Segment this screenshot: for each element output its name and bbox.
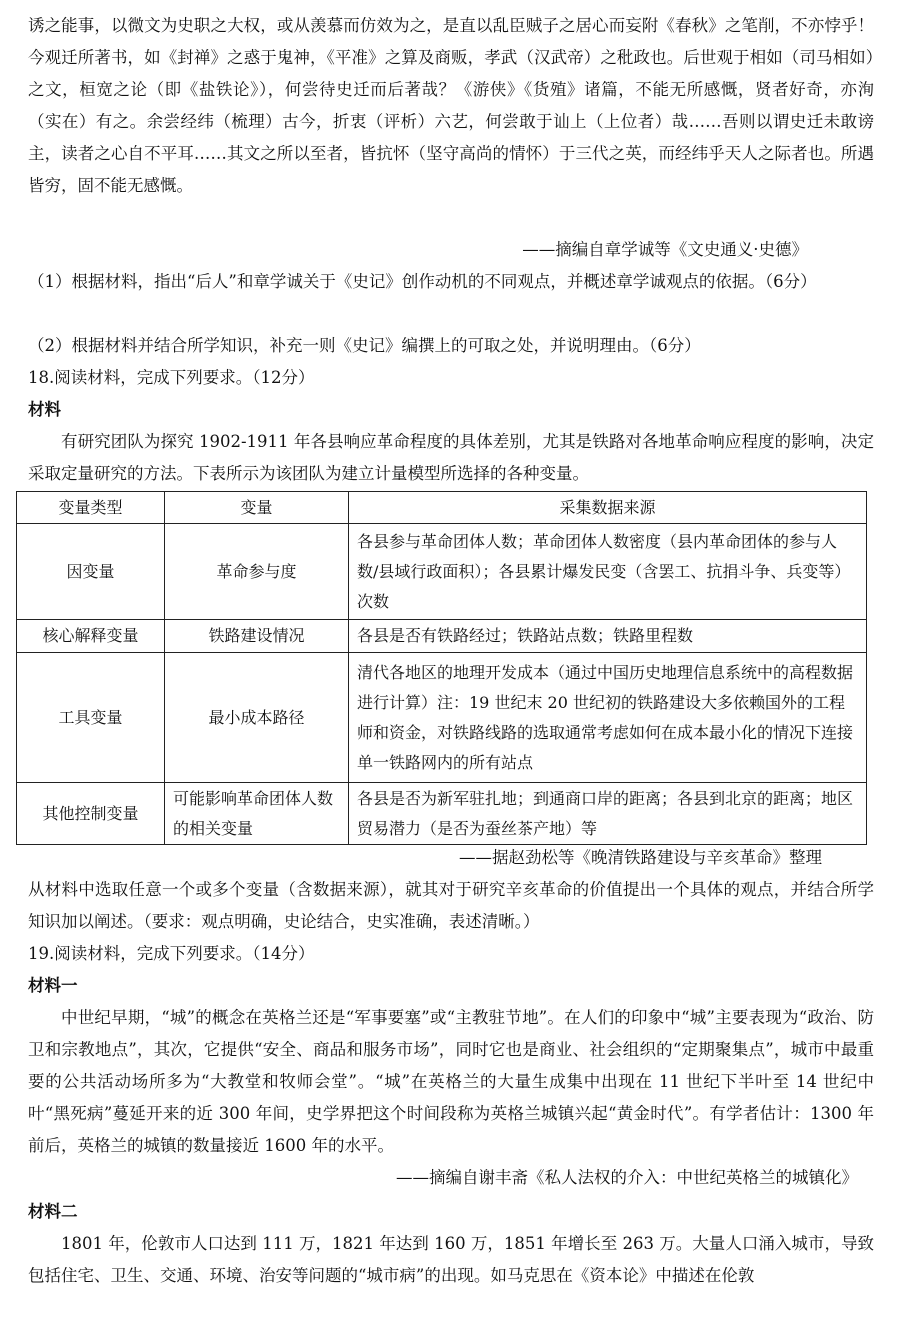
table-row: [17, 524, 867, 620]
variable-type-cell: 工具变量: [17, 653, 165, 783]
q19-material2: 1801 年，伦敦市人口达到 111 万，1821 年达到 160 万，1851 年增长至 263 万。大量人口涌入城市，导致包括住宅、卫生、交通、环境、治安等问题的“城市病”的出现。如马克思在《资本论》中描述在伦敦: [28, 1234, 874, 1285]
citation-source: ——据赵劲松等《晚清铁路建设与辛亥革命》整理: [459, 848, 822, 867]
material-paragraph-shiji: 诱之能事，以微文为史职之大权，或从羡慕而仿效为之，是直以乱臣贼子之居心而妄附《春秋》之笔削，不亦悖乎！今观迁所著书，如《封禅》之惑于鬼神，《平准》之算及商贩，孝武（汉武帝）之秕政也。后世观于相如（司马相如）之文，桓宽之论（即《盐铁论》），何尝待史迁而后著哉？《游侠》《货殖》诸篇，不能无所感慨，贤者好奇，亦洵（实在）有之。余尝经纬（梳理）古今，折衷（评析）六艺，何尝敢于讪上（上位者）哉……吾则以谓史迁未敢谤主，读者之心自不平耳……其文之所以至者，皆抗怀（坚守高尚的情怀）于三代之英，而经纬乎天人之际者也。所遇皆穷，固不能无感慨。: [28, 16, 874, 195]
table-row: [17, 620, 867, 653]
table-header-cell: 变量类型: [17, 492, 165, 524]
data-source-cell: 各县参与革命团体人数；革命团体人数密度（县内革命团体的参与人数/县域行政面积）；各县累计爆发民变（含罢工、抗捐斗争、兵变等）次数: [349, 524, 867, 620]
variable-cell: 可能影响革命团体人数的相关变量: [165, 783, 349, 845]
variable-cell: 铁路建设情况: [165, 620, 349, 653]
data-source-cell: 清代各地区的地理开发成本（通过中国历史地理信息系统中的高程数据进行计算）注：19 世纪末 20 世纪初的铁路建设大多依赖国外的工程师和资金，对铁路线路的选取通常考虑如何在成本最小化的情况下连接单一铁路网内的所有站点: [349, 653, 867, 783]
q19-material1-source-line: [28, 1162, 874, 1194]
q18-source-line: [28, 842, 874, 874]
variable-cell: 最小成本路径: [165, 653, 349, 783]
q18-heading: 18.阅读材料，完成下列要求。（12分）: [28, 368, 315, 387]
q18-material-label: 材料: [28, 400, 61, 419]
variable-cell: 革命参与度: [165, 524, 349, 620]
q19-heading: 19.阅读材料，完成下列要求。（14分）: [28, 944, 315, 963]
citation-source: ——摘编自谢丰斋《私人法权的介入：中世纪英格兰的城镇化》: [396, 1168, 858, 1187]
q18-intro: 有研究团队为探究 1902-1911 年各县响应革命程度的具体差别，尤其是铁路对各地革命响应程度的影响，决定采取定量研究的方法。下表所示为该团队为建立计量模型所选择的各种变量。: [28, 432, 874, 483]
variable-type-cell: 因变量: [17, 524, 165, 620]
variable-type-cell: 核心解释变量: [17, 620, 165, 653]
citation-source: ——摘编自章学诚等《文史通义·史德》: [522, 240, 808, 259]
question-1: （1）根据材料，指出“后人”和章学诚关于《史记》创作动机的不同观点，并概述章学诚观点的依据。（6分）: [28, 272, 817, 291]
variables-table: [16, 491, 867, 845]
variable-type-cell: 其他控制变量: [17, 783, 165, 845]
q19-material2-label: 材料二: [28, 1202, 78, 1221]
question-2: （2）根据材料并结合所学知识，补充一则《史记》编撰上的可取之处，并说明理由。（6分）: [28, 336, 701, 355]
table-row: [17, 653, 867, 783]
q19-material1-label: 材料一: [28, 976, 78, 995]
table-row: [17, 783, 867, 845]
table-header-cell: 采集数据来源: [349, 492, 867, 524]
data-source-cell: 各县是否为新军驻扎地；到通商口岸的距离；各县到北京的距离；地区贸易潜力（是否为蚕丝茶产地）等: [349, 783, 867, 845]
data-source-cell: 各县是否有铁路经过；铁路站点数；铁路里程数: [349, 620, 867, 653]
source-line: [28, 234, 874, 266]
table-header-row: [17, 492, 867, 524]
table-header-cell: 变量: [165, 492, 349, 524]
q19-material1: 中世纪早期，“城”的概念在英格兰还是“军事要塞”或“主教驻节地”。在人们的印象中“城”主要表现为“政治、防卫和宗教地点”，其次，它提供“安全、商品和服务市场”，同时它也是商业、社会组织的“定期聚集点”，城市中最重要的公共活动场所多为“大教堂和牧师会堂”。“城”在英格兰的大量生成集中出现在 11 世纪下半叶至 14 世纪中叶“黑死病”蔓延开来的近 300 年间，史学界把这个时间段称为英格兰城镇兴起“黄金时代”。有学者估计：1300 年前后，英格兰的城镇的数量接近 1600 年的水平。: [28, 1008, 874, 1155]
q18-question: 从材料中选取任意一个或多个变量（含数据来源），就其对于研究辛亥革命的价值提出一个具体的观点，并结合所学知识加以阐述。（要求：观点明确，史论结合，史实准确，表述清晰。）: [28, 880, 874, 931]
